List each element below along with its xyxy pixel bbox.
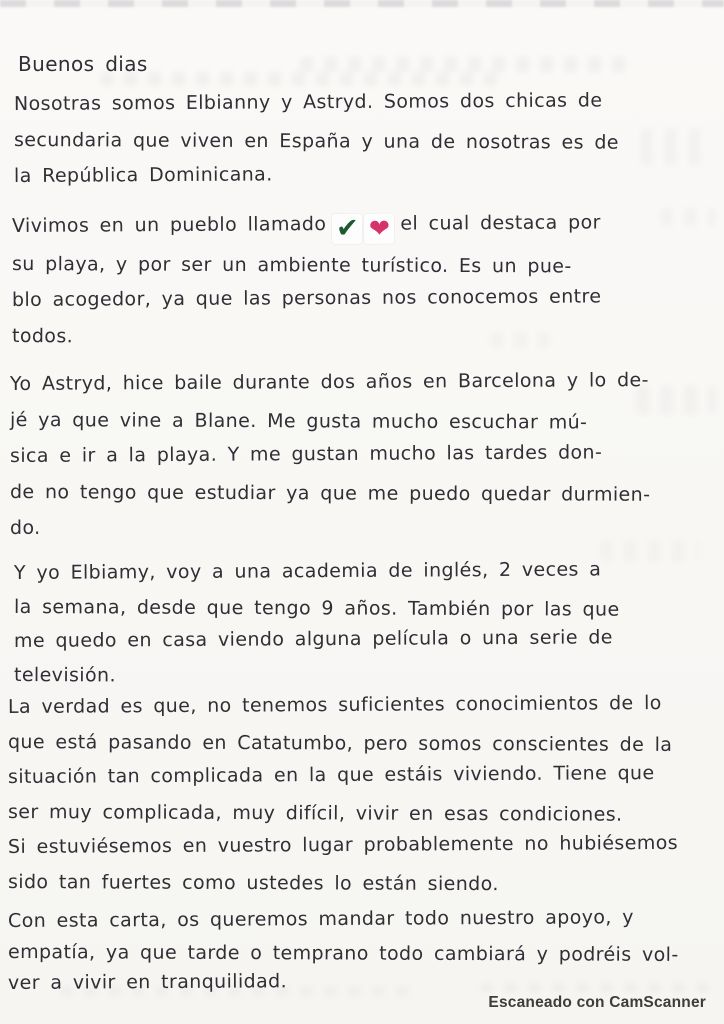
handwritten-line bbox=[12, 204, 602, 246]
line-text-after-stickers: el cual destaca por bbox=[400, 211, 601, 235]
paragraph-catatumbo bbox=[8, 690, 678, 900]
paragraph-intro bbox=[14, 86, 619, 194]
greeting-line: Buenos dias bbox=[18, 52, 148, 76]
handwritten-line: do. bbox=[9, 516, 41, 539]
handwritten-line: blo acogedor, ya que las personas nos conocemos entre bbox=[11, 285, 602, 311]
paragraph-astryd bbox=[10, 366, 650, 546]
handwritten-line: jé ya que vine a Blane. Me gusta mucho escuchar mú- bbox=[9, 409, 588, 434]
handwritten-line: la semana, desde que tengo 9 años. También por las que bbox=[13, 596, 620, 621]
handwritten-line: Nosotras somos Elbianny y Astryd. Somos dos chicas de bbox=[13, 89, 603, 115]
handwritten-line: La verdad es que, no tenemos suficientes conocimientos de lo bbox=[7, 692, 662, 718]
bleed-through-artifact bbox=[300, 57, 630, 72]
line-text-before-stickers: Vivimos en un pueblo llamado bbox=[11, 213, 327, 237]
camscanner-credit: Escaneado con CamScanner bbox=[488, 994, 706, 1011]
handwritten-line: Yo Astryd, hice baile durante dos años en Barcelona y lo de- bbox=[9, 369, 649, 395]
bleed-through-artifact bbox=[640, 128, 710, 166]
handwritten-line: que está pasando en Catatumbo, pero somos conscientes de la bbox=[7, 731, 673, 756]
handwritten-line: empatía, ya que tarde o temprano todo cambiará y podréis vol- bbox=[7, 941, 679, 966]
handwritten-line: Con esta carta, os queremos mandar todo nuestro apoyo, y bbox=[7, 906, 634, 932]
paragraph-town bbox=[12, 208, 601, 354]
scan-edge-artifact bbox=[0, 0, 724, 7]
check-icon: ✔ bbox=[332, 214, 362, 244]
handwritten-line: su playa, y por ser un ambiente turístico. Es un pue- bbox=[11, 253, 572, 278]
handwritten-line: situación tan complicada en la que estáis viviendo. Tiene que bbox=[7, 762, 655, 788]
handwritten-line: la República Dominicana. bbox=[13, 163, 273, 187]
paragraph-elbiamy bbox=[14, 556, 620, 692]
handwritten-line: ser muy complicada, muy difícil, vivir en esas condiciones. bbox=[7, 801, 623, 826]
handwritten-line: de no tengo que estudiar ya que me puedo quedar durmien- bbox=[9, 481, 651, 506]
handwritten-line: televisión. bbox=[13, 664, 116, 687]
handwritten-line: Y yo Elbiamy, voy a una academia de inglés, 2 veces a bbox=[13, 558, 602, 584]
handwritten-line: secundaria que viven en España y una de nosotras es de bbox=[13, 129, 619, 154]
bleed-through-artifact bbox=[660, 208, 716, 226]
handwritten-line: me quedo en casa viendo alguna película o una serie de bbox=[13, 626, 613, 652]
heart-icon: ❤ bbox=[364, 214, 394, 244]
handwritten-line: ver a vivir en tranquilidad. bbox=[7, 970, 288, 994]
handwritten-line: todos. bbox=[11, 325, 74, 348]
handwritten-line: Si estuviésemos en vuestro lugar probablemente no hubiésemos bbox=[7, 831, 679, 858]
paragraph-closing bbox=[8, 906, 679, 999]
handwritten-line: sido tan fuertes como ustedes lo están siendo. bbox=[7, 871, 499, 896]
handwritten-line: sica e ir a la playa. Y me gustan mucho las tardes don- bbox=[9, 441, 603, 467]
